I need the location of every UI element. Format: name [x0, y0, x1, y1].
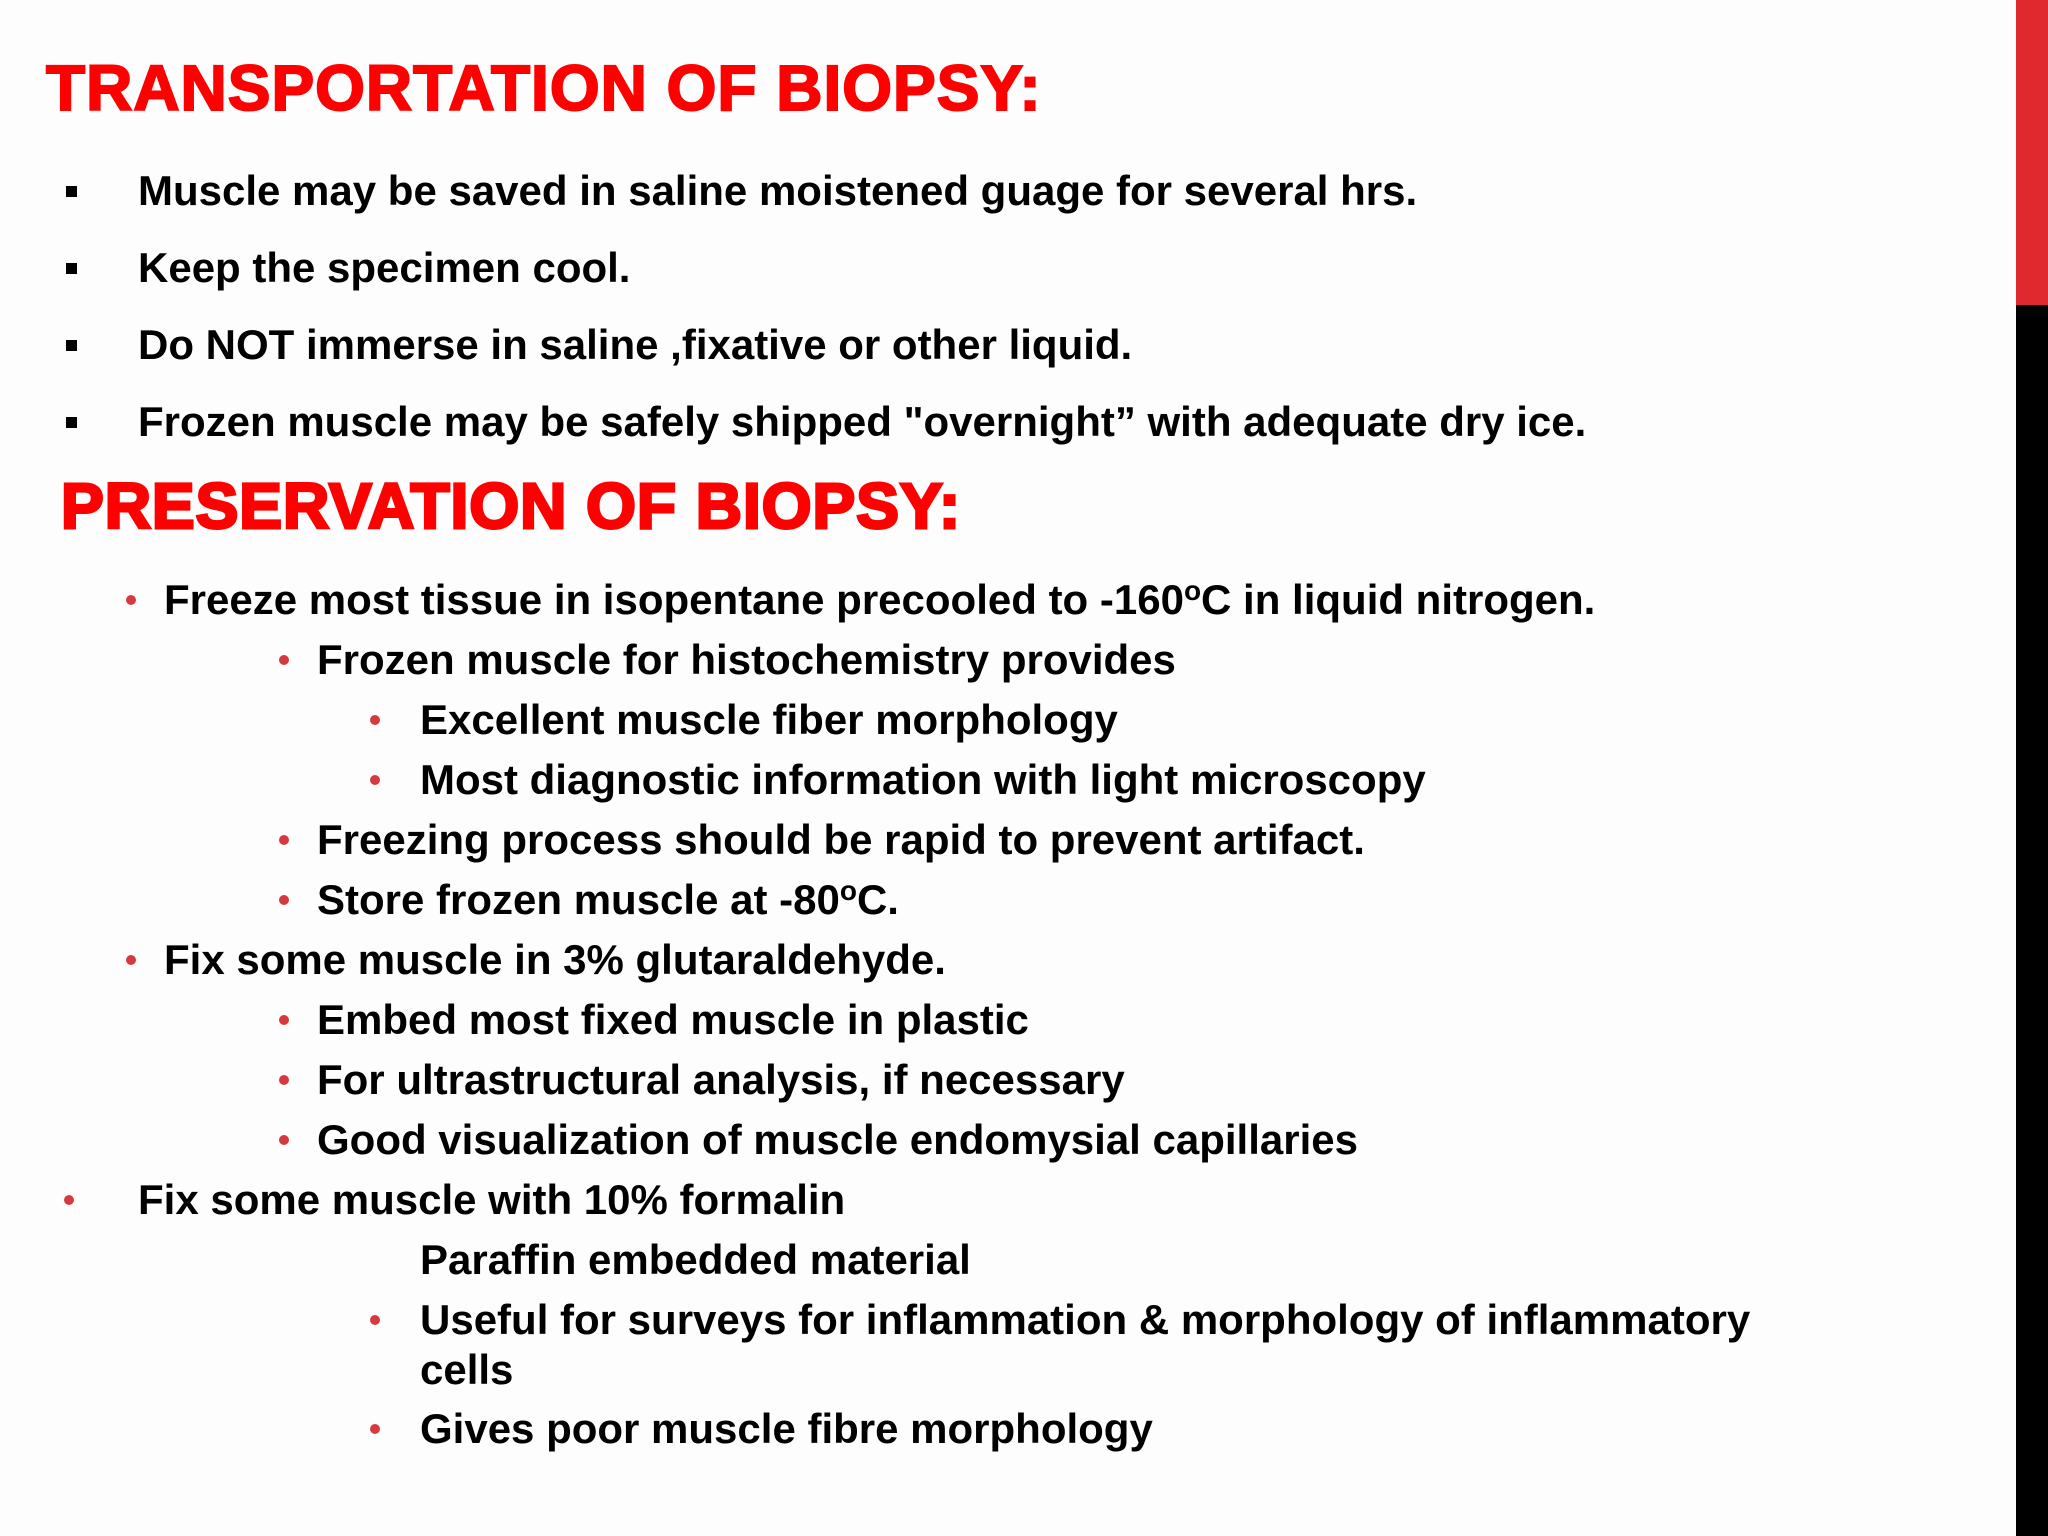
preserve-most-diagnostic-item: Most diagnostic information with light microscopy — [420, 759, 1426, 801]
transport-heading: TRANSPORTATION OF BIOPSY: — [46, 52, 1042, 124]
preserve-fix-glutaraldehyde-item: Fix some muscle in 3% glutaraldehyde. — [164, 939, 946, 981]
dot-bullet-icon — [279, 1135, 289, 1145]
dot-bullet-icon — [370, 775, 380, 785]
preserve-heading: PRESERVATION OF BIOPSY: — [61, 470, 962, 542]
dot-bullet-icon — [370, 1315, 380, 1325]
preserve-embed-plastic-item: Embed most fixed muscle in plastic — [317, 999, 1029, 1041]
preserve-poor-morphology-item: Gives poor muscle fibre morphology — [420, 1408, 1153, 1450]
side-accent-bar-red — [2016, 0, 2048, 305]
dot-bullet-icon — [126, 595, 136, 605]
preserve-store-item: Store frozen muscle at -80$^o$C. — [317, 879, 899, 921]
preserve-fix-formalin-item: Fix some muscle with 10% formalin — [138, 1179, 845, 1221]
square-bullet-icon — [66, 263, 77, 274]
square-bullet-icon — [66, 417, 77, 428]
dot-bullet-icon — [279, 655, 289, 665]
preserve-paraffin-item: Paraffin embedded material — [420, 1236, 971, 1283]
preserve-excellent-morphology-item: Excellent muscle fiber morphology — [420, 699, 1118, 741]
preserve-freeze-item: Freeze most tissue in isopentane precooled to -160$^o$C in liquid nitrogen. — [164, 579, 1595, 621]
dot-bullet-icon — [64, 1195, 74, 1205]
dot-bullet-icon — [279, 835, 289, 845]
transport-item-4: Frozen muscle may be safely shipped "overnight” with adequate dry ice. — [138, 401, 1586, 443]
square-bullet-icon — [66, 186, 77, 197]
preserve-capillaries-item: Good visualization of muscle endomysial capillaries — [317, 1119, 1358, 1161]
dot-bullet-icon — [370, 715, 380, 725]
preserve-ultrastructural-item: For ultrastructural analysis, if necessary — [317, 1059, 1125, 1101]
dot-bullet-icon — [126, 955, 136, 965]
square-bullet-icon — [66, 340, 77, 351]
transport-item-1: Muscle may be saved in saline moistened guage for several hrs. — [138, 170, 1417, 212]
dot-bullet-icon — [279, 1075, 289, 1085]
preserve-frozen-histochem-item: Frozen muscle for histochemistry provides — [317, 639, 1176, 681]
transport-item-2: Keep the specimen cool. — [138, 247, 630, 289]
dot-bullet-icon — [279, 895, 289, 905]
dot-bullet-icon — [370, 1424, 380, 1434]
preserve-useful-item-continuation: cells — [420, 1346, 514, 1393]
preserve-freezing-rapid-item: Freezing process should be rapid to prevent artifact. — [317, 819, 1365, 861]
dot-bullet-icon — [279, 1015, 289, 1025]
preserve-useful-item: Useful for surveys for inflammation & morphology of inflammatory — [420, 1299, 1750, 1341]
side-accent-bar-black — [2016, 305, 2048, 1536]
transport-item-3: Do NOT immerse in saline ,fixative or other liquid. — [138, 324, 1132, 366]
